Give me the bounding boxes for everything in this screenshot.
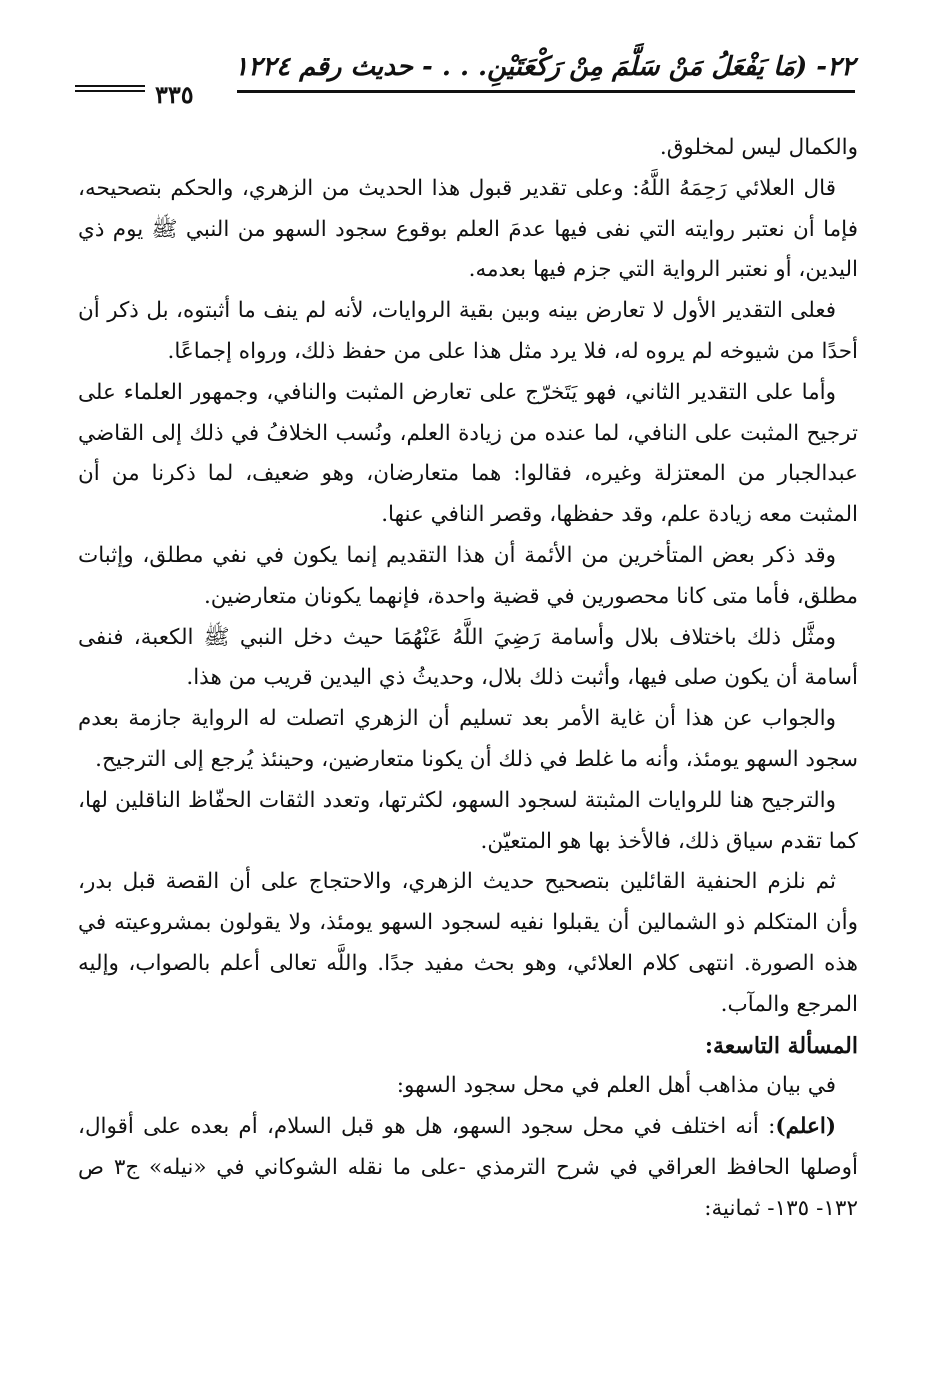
- paragraph: فعلى التقدير الأول لا تعارض بينه وبين بقية الروايات، لأنه لم ينف ما أثبتوه، بل ذكر أن أحدًا من شيوخه لم يروه له، فلا يرد مثل هذا على من حفظ ذلك، ورواه إجماعًا.: [78, 298, 858, 364]
- paragraph: والترجيح هنا للروايات المثبتة لسجود السهو، لكثرتها، وتعدد الثقات الحفّاظ الناقلين لها، كما تقدم سياق ذلك، فالأخذ بها هو المتعيّن.: [78, 787, 858, 854]
- section-label: (اعلم): [775, 1114, 836, 1140]
- page-number: ٣٣٥: [155, 80, 194, 109]
- section-text: : أنه اختلف في محل سجود السهو، هل هو قبل السلام، أم بعده على أقوال، أوصلها الحافظ العراقي في شرح الترمذي -على ما نقله الشوكاني في «نيله» ج٣ ص ١٣٢- ١٣٥- ثمانية:: [78, 1114, 859, 1221]
- paragraph: ثم نلزم الحنفية القائلين بتصحيح حديث الزهري، والاحتجاج على أن القصة قبل بدر، وأن المتكلم ذو الشمالين أن يقبلوا نفيه لسجود السهو يومئذ، ولا يقولون بمشروعيته في هذه الصورة. انتهى كلام العلائي، وهو بحث مفيد جدًا. واللَّه تعالى أعلم بالصواب، وإليه المرجع والمآب.: [78, 869, 858, 1017]
- paragraph: وقد ذكر بعض المتأخرين من الأئمة أن هذا التقديم إنما يكون في نفي مطلق، وإثبات مطلق، فأما متى كانا محصورين في قضية واحدة، فإنهما يكونان متعارضين.: [78, 542, 858, 609]
- paragraph: ومثَّل ذلك باختلاف بلال وأسامة رَضِيَ اللَّهُ عَنْهُمَا حيث دخل النبي ﷺ الكعبة، فنفى أسامة أن يكون صلى فيها، وأثبت ذلك بلال، وحديثُ ذي اليدين قريب من هذا.: [78, 624, 858, 691]
- paragraph: والكمال ليس لمخلوق.: [659, 135, 858, 160]
- running-header-title: ٢٢- (مَا يَفْعَلُ مَنْ سَلَّمَ مِنْ رَكْعَتَيْنِ. . . - حديث رقم ١٢٢٤: [234, 52, 855, 82]
- header-rule: [237, 90, 855, 93]
- paragraph: والجواب عن هذا أن غاية الأمر بعد تسليم أن الزهري اتصلت له الرواية جازمة بعدم سجود السهو يومئذ، وأنه ما غلط في ذلك أن يكونا متعارضين، وحينئذ يُرجع إلى الترجيح.: [78, 706, 858, 772]
- main-text: [78, 128, 858, 1230]
- section-paragraph: [78, 1107, 858, 1229]
- section-heading: المسألة التاسعة:: [704, 1032, 858, 1059]
- header-double-rule: [75, 85, 145, 95]
- paragraph: وأما على التقدير الثاني، فهو يَتَخرّج على تعارض المثبت والنافي، وجمهور العلماء على ترجيح المثبت على النافي، لما عنده من زيادة العلم، ونُسب الخلافُ في ذلك إلى القاضي عبدالجبار من المعتزلة وغيره، فقالوا: هما متعارضان، وهو ضعيف، لما ذكرنا من أن المثبت معه زيادة علم، وقد حفظها، وقصر النافي عنها.: [78, 379, 858, 528]
- page-header: [75, 52, 855, 112]
- paragraph: قال العلائي رَحِمَهُ اللَّهُ: وعلى تقدير قبول هذا الحديث من الزهري، والحكم بتصحيحه، فإما أن نعتبر روايته التي نفى فيها عدمَ العلم بوقوع سجود السهو من النبي ﷺ يوم ذي اليدين، أو نعتبر الرواية التي جزم فيها بعدمه.: [78, 175, 858, 283]
- section-intro: في بيان مذاهب أهل العلم في محل سجود السهو:: [396, 1073, 836, 1099]
